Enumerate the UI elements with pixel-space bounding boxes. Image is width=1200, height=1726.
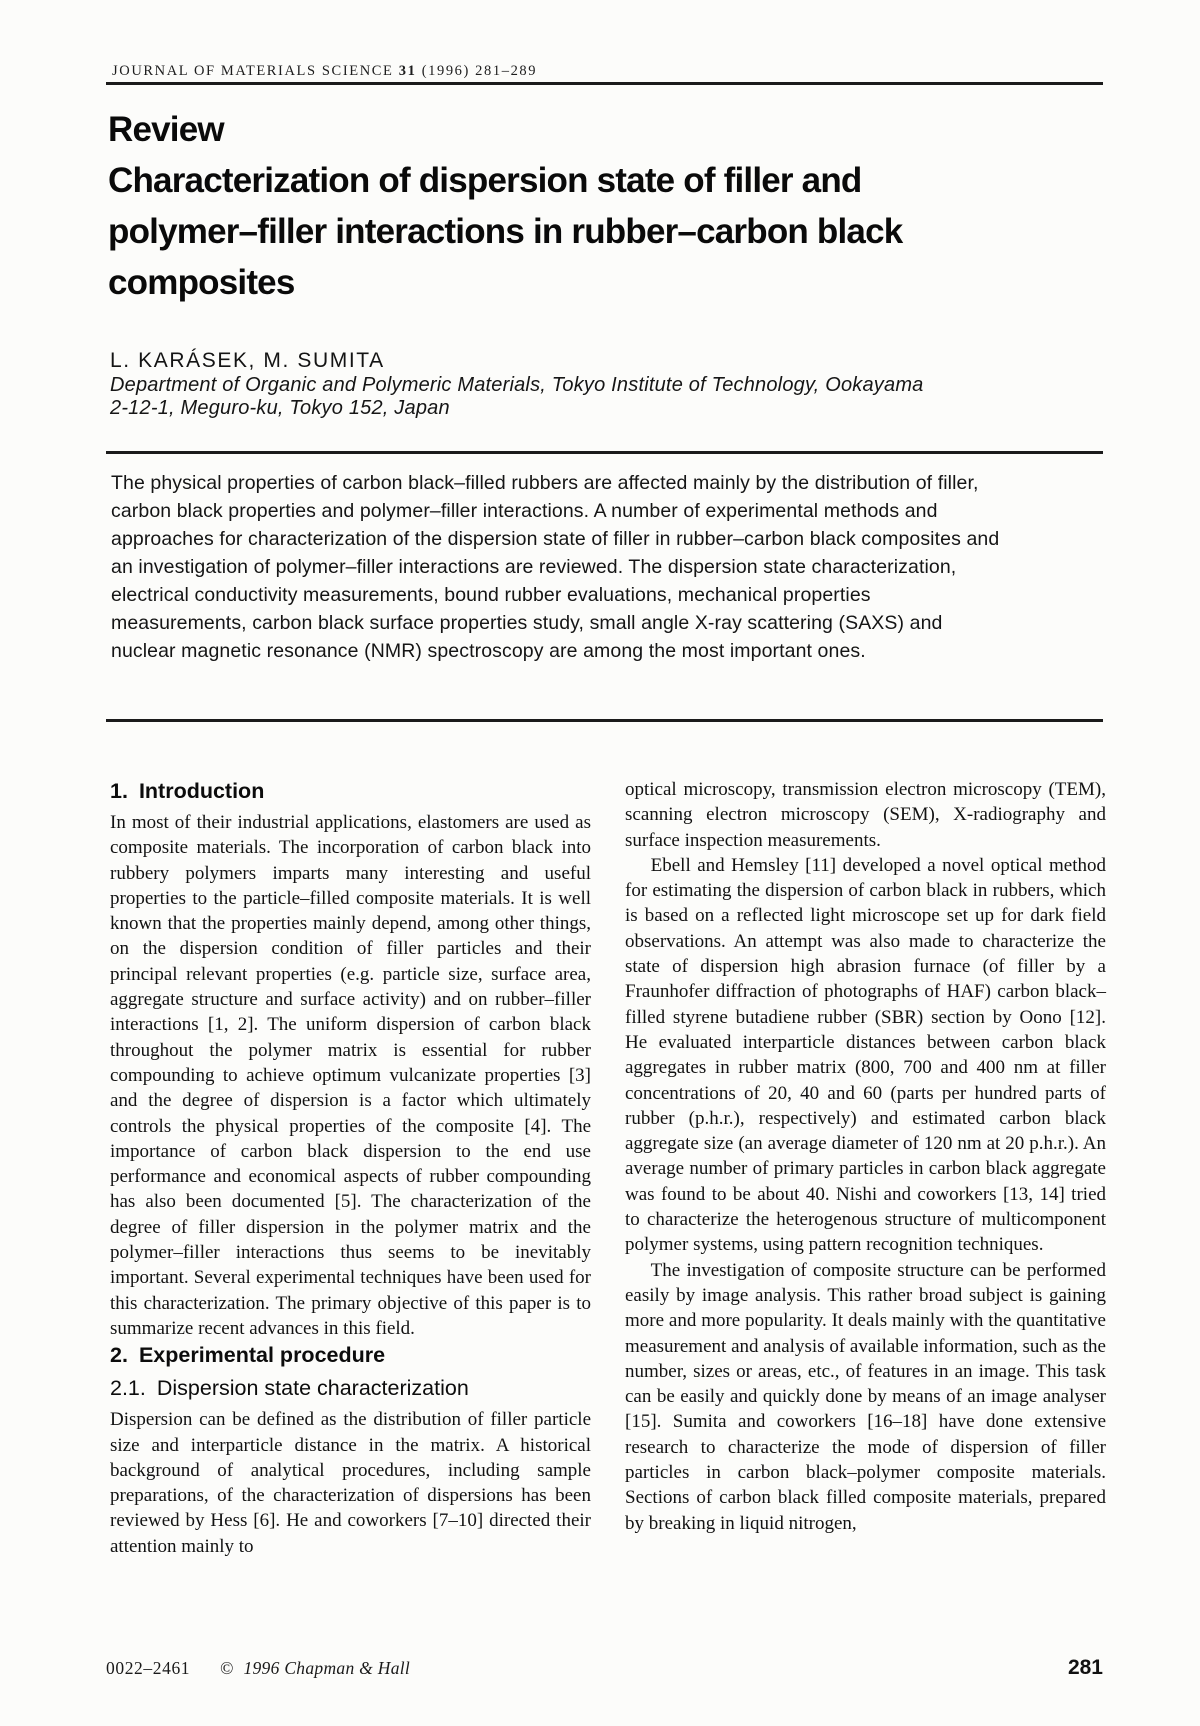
abstract-bottom-rule bbox=[106, 719, 1103, 722]
copyright-text: 1996 Chapman & Hall bbox=[243, 1658, 411, 1678]
article-type-label: Review bbox=[108, 110, 224, 149]
copyright bbox=[220, 1658, 410, 1679]
paragraph-ebell-hemsley: Ebell and Hemsley [11] developed a novel optical method for estimating the dispersion of carbon black in rubbers, which is based on a reflected light microscope set up for dark field observations. An attempt was also made to characterize the state of dispersion high abrasion furnace (of filler by a Fraunhofer diffraction of photographs of HAF) carbon black–filled styrene butadiene rubber (SBR) section by Oono [12]. He evaluated interparticle distances between carbon black aggregates in rubber matrix (800, 700 and 400 nm at filler concentrations of 20, 40 and 60 (parts per hundred parts of rubber (p.h.r.), respectively) and estimated carbon black aggregate size (an average diameter of 120 nm at 20 p.h.r.). An average number of primary particles in carbon black aggregate was found to be about 40. Nishi and coworkers [13, 14] tried to characterize the heterogenous structure of multicomponent polymer systems, using pattern recognition techniques. bbox=[625, 854, 1106, 1256]
abstract-text: The physical properties of carbon black–filled rubbers are affected mainly by the distribution of filler, carbon black properties and polymer–filler interactions. A number of experimental methods and approaches for characterization of the dispersion state of filler in rubber–carbon black composites and an investigation of polymer–filler interactions are reviewed. The dispersion state characterization, electrical conductivity measurements, bound rubber evaluations, mechanical properties measurements, carbon black surface properties study, small angle X-ray scattering (SAXS) and nuclear magnetic resonance (NMR) spectroscopy are among the most important ones. bbox=[111, 472, 1000, 662]
section-number: 2. bbox=[110, 1343, 128, 1368]
authors-line: L. KARÁSEK, M. SUMITA bbox=[110, 349, 385, 372]
paragraph-microscopy-continuation: optical microscopy, transmission electron microscopy (TEM), scanning electron microscopy (SEM), X-radiography and surface inspection measurements. bbox=[625, 779, 1106, 851]
affiliation bbox=[110, 374, 924, 419]
subsection-number: 2.1. bbox=[110, 1376, 146, 1401]
journal-name: JOURNAL OF MATERIALS SCIENCE bbox=[112, 63, 394, 79]
copyright-icon: © bbox=[220, 1658, 234, 1678]
article-title bbox=[108, 155, 902, 308]
right-column bbox=[625, 777, 1106, 1559]
section-heading-introduction bbox=[110, 777, 591, 805]
header-rule bbox=[106, 82, 1103, 85]
section-number: 1. bbox=[110, 779, 128, 803]
left-column bbox=[110, 777, 591, 1559]
article-title-line: Characterization of dispersion state of filler and bbox=[108, 161, 862, 200]
abstract-top-rule bbox=[106, 451, 1103, 454]
section-title: Introduction bbox=[138, 779, 265, 803]
issn: 0022–2461 bbox=[106, 1658, 191, 1678]
article-title-line: polymer–filler interactions in rubber–carbon black bbox=[108, 212, 903, 251]
journal-volume: 31 bbox=[398, 63, 417, 79]
section-heading-experimental bbox=[110, 1341, 591, 1369]
affiliation-line: 2-12-1, Meguro-ku, Tokyo 152, Japan bbox=[110, 396, 450, 419]
section-title: Experimental procedure bbox=[138, 1343, 386, 1368]
paragraph-experimental: Dispersion can be defined as the distribution of filler particle size and interparticle distance in the matrix. A historical background of analytical procedures, including sample preparations, of the characterization of dispersions has been reviewed by Hess [6]. He and coworkers [7–10] directed their attention mainly to bbox=[110, 1409, 591, 1557]
body-columns bbox=[110, 777, 1107, 1559]
affiliation-line: Department of Organic and Polymeric Materials, Tokyo Institute of Technology, Ookayama bbox=[110, 374, 924, 396]
subsection-title: Dispersion state characterization bbox=[156, 1376, 469, 1401]
article-title-line: composites bbox=[108, 263, 295, 302]
paragraph-image-analysis: The investigation of composite structure can be performed easily by image analysis. This rather broad subject is gaining more and more popularity. It deals mainly with the quantitative measurement and analysis of available information, such as the number, sizes or areas, etc., of features in an image. This task can be easily and quickly done by means of an image analyser [15]. Sumita and coworkers [16–18] have done extensive research to characterize the mode of dispersion of filler particles in carbon black–polymer composite materials. Sections of carbon black filled composite materials, prepared by breaking in liquid nitrogen, bbox=[625, 1259, 1106, 1534]
page-number: 281 bbox=[1067, 1656, 1103, 1679]
page-footer bbox=[106, 1656, 1103, 1680]
journal-running-head bbox=[112, 63, 537, 80]
paragraph-introduction: In most of their industrial applications, elastomers are used as composite materials. The incorporation of carbon black into rubbery polymers imparts many interesting and useful properties to the particle–filled composite materials. It is well known that the properties mainly depend, among other things, on the dispersion condition of filler particles and their principal relevant properties (e.g. particle size, surface area, aggregate structure and surface activity) and on rubber–filler interactions [1, 2]. The uniform dispersion of carbon black throughout the polymer matrix is essential for rubber compounding to achieve optimum vulcanizate properties [3] and the degree of dispersion is a factor which ultimately controls the physical properties of the composite [4]. The importance of carbon black dispersion to the end use performance and economical aspects of rubber compounding has also been documented [5]. The characterization of the degree of filler dispersion in the polymer matrix and the polymer–filler interactions thus seems to be inevitably important. Several experimental techniques have been used for this characterization. The primary objective of this paper is to summarize recent advances in this field. bbox=[110, 812, 591, 1339]
journal-issue-pages: (1996) 281–289 bbox=[421, 63, 538, 79]
subsection-heading-dispersion bbox=[110, 1374, 591, 1402]
